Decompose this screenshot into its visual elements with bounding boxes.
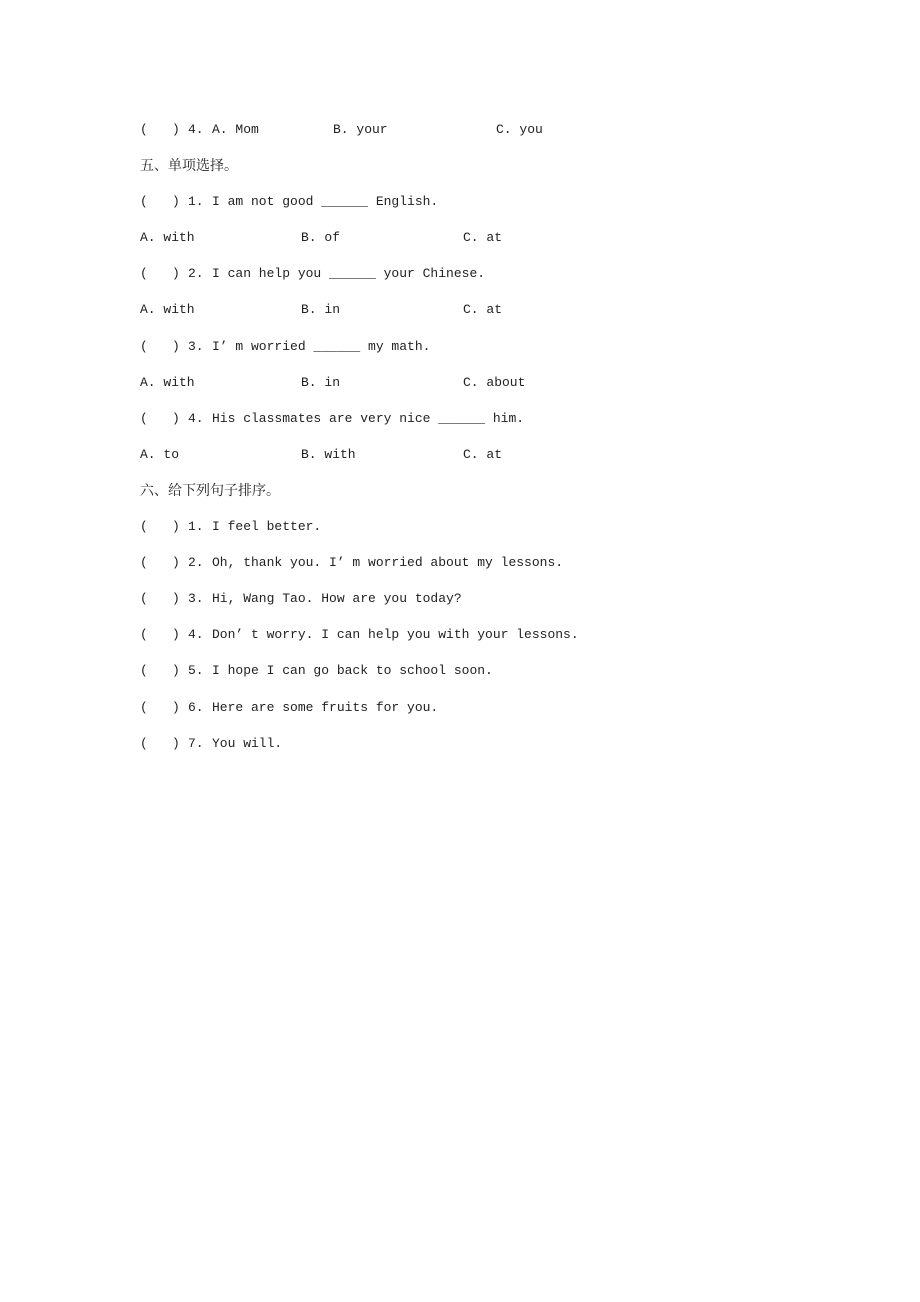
question-row — [140, 256, 840, 292]
options-row — [140, 292, 840, 328]
option-a: A. Mom — [212, 122, 259, 137]
option-c: C. at — [463, 230, 503, 246]
answer-paren-close: ) — [172, 194, 180, 210]
section-heading: 六、给下列句子排序。 — [140, 482, 280, 499]
sentence-text: I feel better. — [212, 519, 322, 535]
option-c: C. about — [463, 374, 526, 390]
options-row — [140, 365, 840, 401]
answer-paren-open: ( — [140, 338, 148, 354]
question-text: His classmates are very nice ______ him. — [212, 410, 525, 426]
answer-paren-open: ( — [140, 699, 148, 715]
answer-paren-close: ) — [172, 663, 180, 679]
question-row — [140, 184, 840, 220]
option-c: C. you — [496, 122, 543, 137]
sentence-row — [140, 581, 840, 617]
question-number: 3. — [188, 338, 204, 354]
answer-paren-close: ) — [172, 627, 180, 643]
sentence-row — [140, 545, 840, 581]
question-row — [140, 329, 840, 365]
options-row — [140, 220, 840, 256]
answer-paren-close: ) — [172, 519, 180, 535]
answer-paren-close: ) — [172, 591, 180, 607]
answer-paren-open: ( — [140, 410, 148, 426]
question-text: I am not good ______ English. — [212, 194, 439, 210]
option-a: A. with — [140, 302, 195, 318]
question-number: 4. — [188, 410, 204, 426]
sentence-row — [140, 509, 840, 545]
answer-paren-close: ) — [172, 699, 180, 715]
answer-paren-open: ( — [140, 122, 148, 137]
sentence-number: 6. — [188, 699, 204, 715]
answer-paren-open: ( — [140, 194, 148, 210]
option-c: C. at — [463, 302, 503, 318]
sentence-number: 7. — [188, 735, 204, 751]
sentence-text: Oh, thank you. I’ m worried about my lessons. — [212, 555, 564, 571]
sentence-text: I hope I can go back to school soon. — [212, 663, 493, 679]
sentence-row — [140, 726, 840, 762]
sentence-row — [140, 617, 840, 653]
answer-paren-close: ) — [172, 555, 180, 571]
sentence-number: 3. — [188, 591, 204, 607]
answer-paren-close: ) — [172, 122, 180, 137]
question-text: I can help you ______ your Chinese. — [212, 266, 486, 282]
answer-paren-open: ( — [140, 663, 148, 679]
answer-paren-open: ( — [140, 555, 148, 571]
answer-paren-close: ) — [172, 338, 180, 354]
sentence-text: Here are some fruits for you. — [212, 699, 439, 715]
answer-paren-open: ( — [140, 266, 148, 282]
sentence-number: 4. — [188, 627, 204, 643]
option-b: B. your — [333, 122, 388, 137]
answer-paren-close: ) — [172, 266, 180, 282]
sentence-text: Don’ t worry. I can help you with your lessons. — [212, 627, 579, 643]
answer-paren-open: ( — [140, 735, 148, 751]
option-b: B. of — [301, 230, 341, 246]
question-row — [140, 401, 840, 437]
option-b: B. in — [301, 374, 341, 390]
sentence-number: 1. — [188, 519, 204, 535]
answer-paren-open: ( — [140, 627, 148, 643]
question-number: 1. — [188, 194, 204, 210]
sentence-text: Hi, Wang Tao. How are you today? — [212, 591, 462, 607]
question-number: 4. — [188, 122, 204, 137]
option-a: A. with — [140, 230, 195, 246]
option-c: C. at — [463, 446, 503, 462]
sentence-row — [140, 690, 840, 726]
answer-paren-close: ) — [172, 410, 180, 426]
option-b: B. with — [301, 446, 356, 462]
option-b: B. in — [301, 302, 341, 318]
section-heading: 五、单项选择。 — [140, 158, 238, 175]
question-row — [140, 112, 840, 148]
question-text: I’ m worried ______ my math. — [212, 338, 431, 354]
options-row — [140, 437, 840, 473]
option-a: A. with — [140, 374, 195, 390]
sentence-text: You will. — [212, 735, 283, 751]
option-a: A. to — [140, 446, 180, 462]
sentence-number: 2. — [188, 555, 204, 571]
worksheet-content — [140, 112, 840, 762]
answer-paren-open: ( — [140, 519, 148, 535]
sentence-row — [140, 653, 840, 689]
question-number: 2. — [188, 266, 204, 282]
sentence-number: 5. — [188, 663, 204, 679]
answer-paren-open: ( — [140, 591, 148, 607]
answer-paren-close: ) — [172, 735, 180, 751]
